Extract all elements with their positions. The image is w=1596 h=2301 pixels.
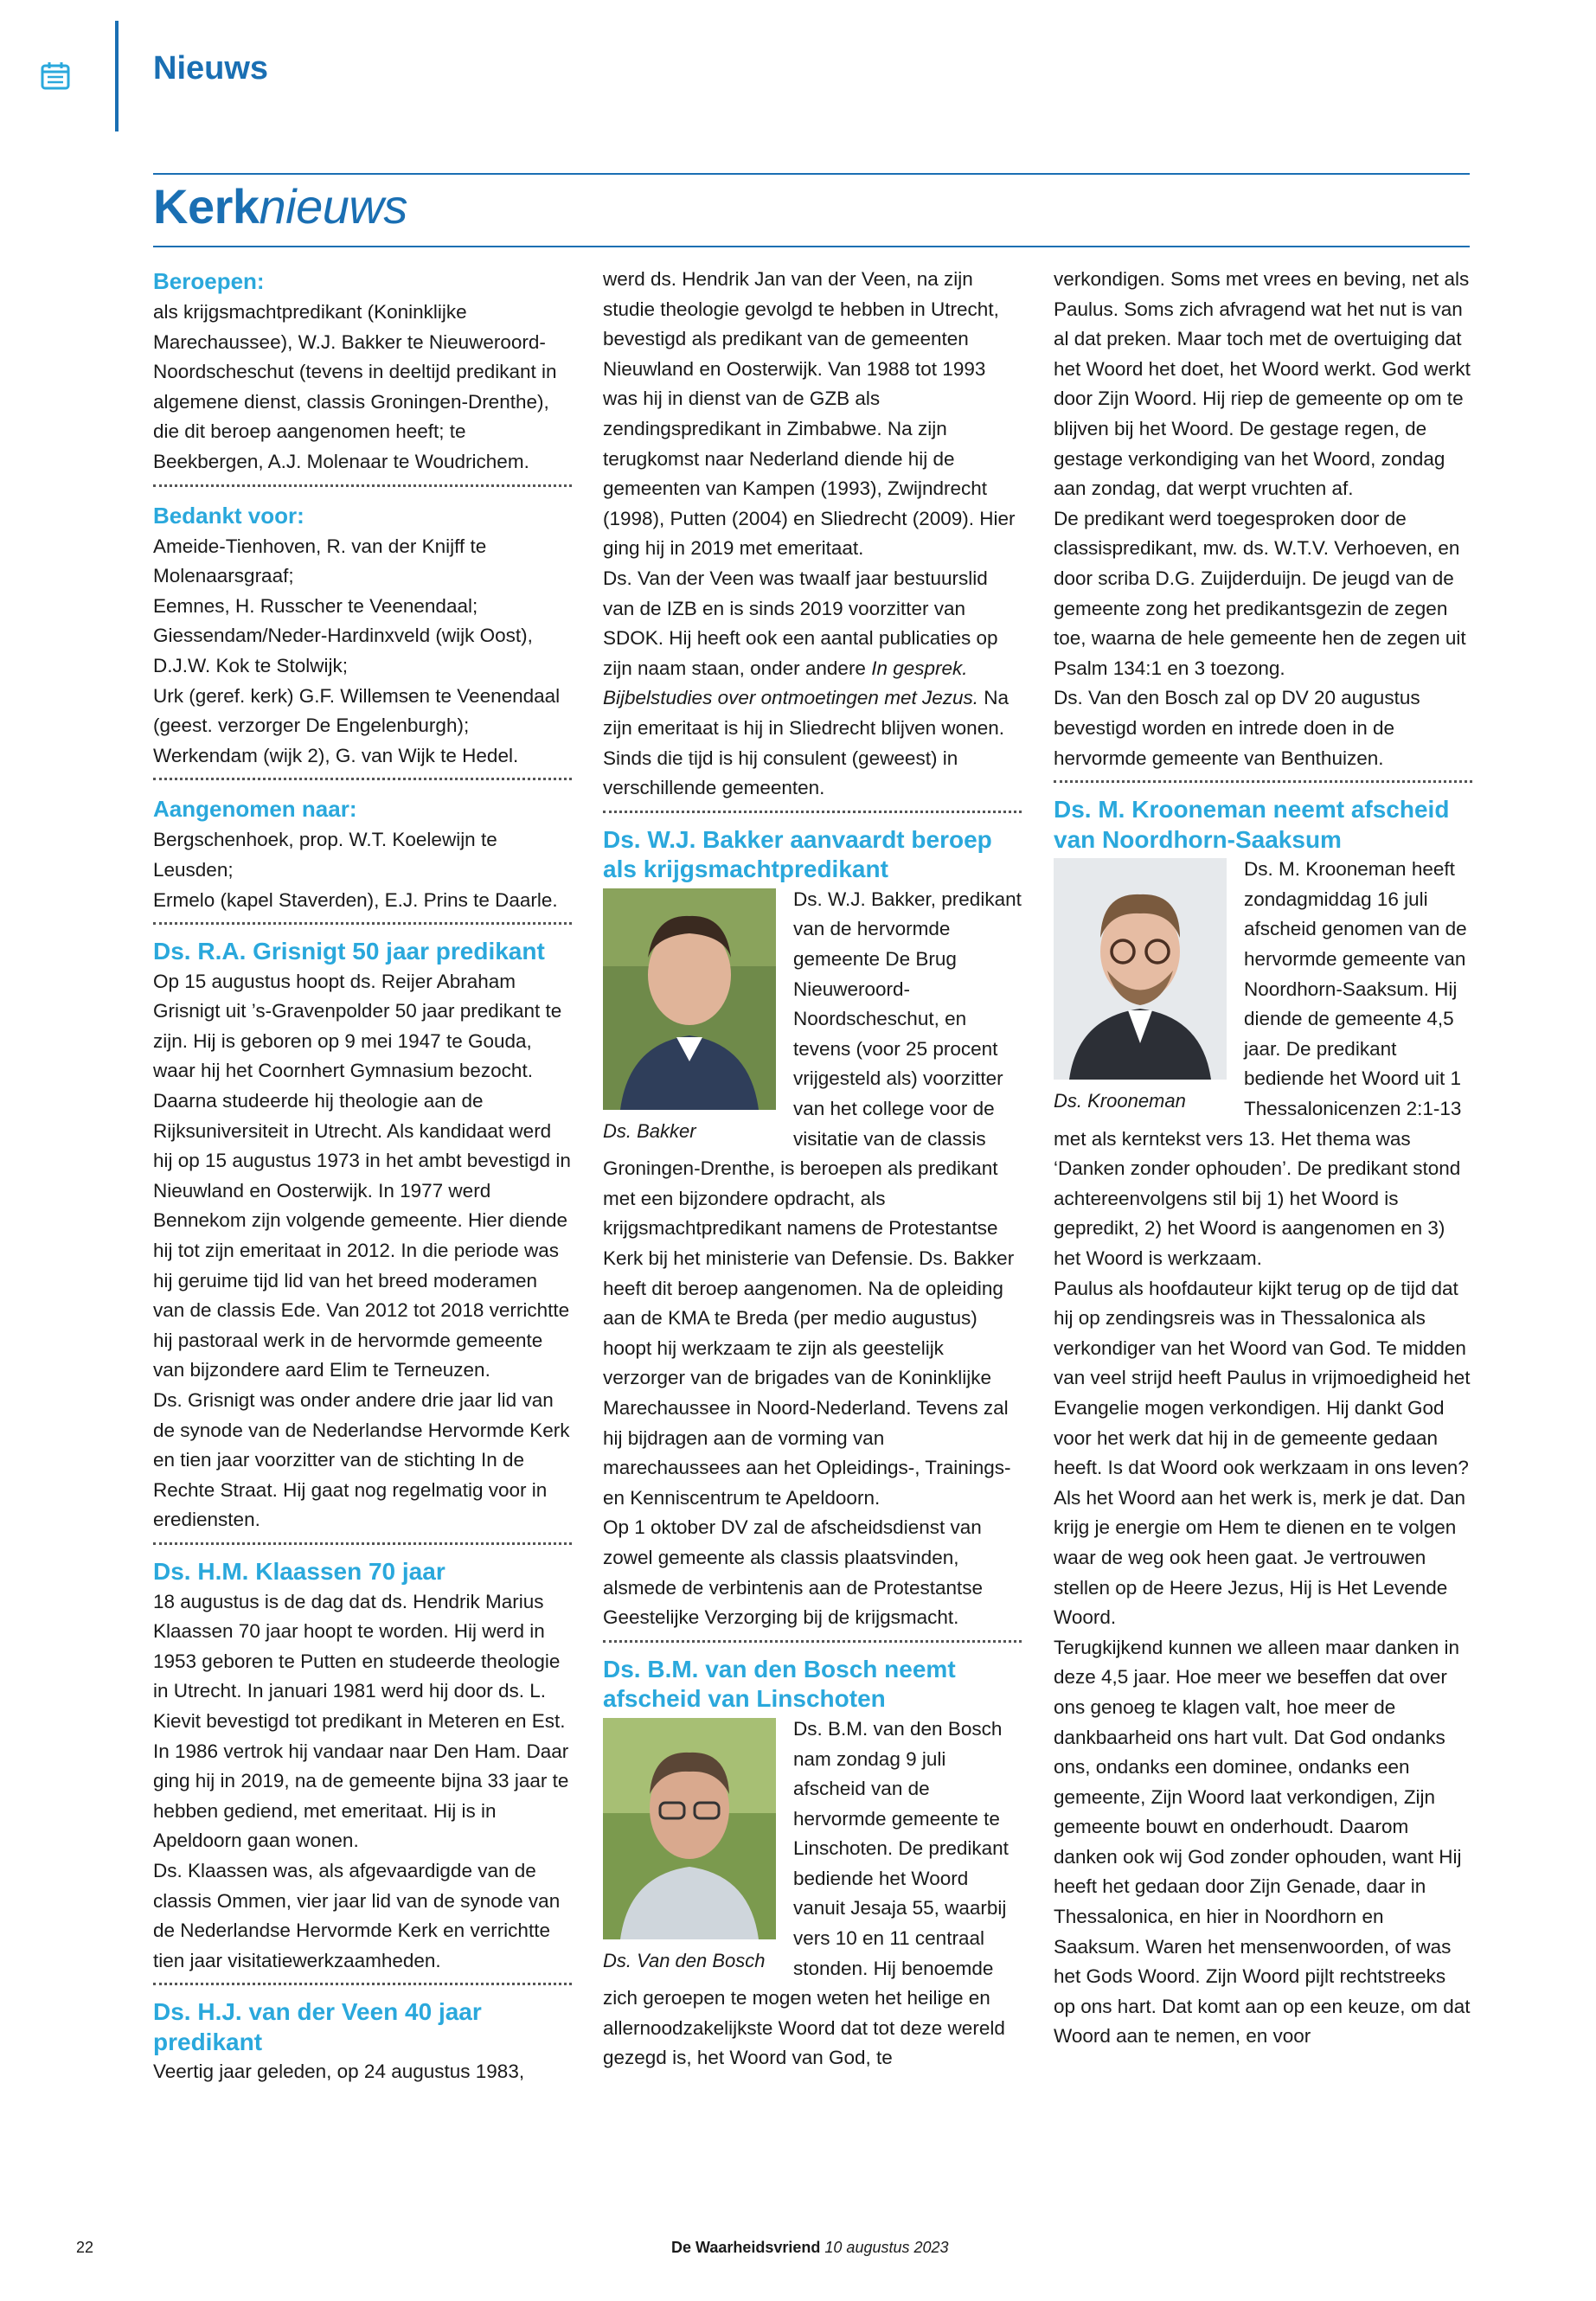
magazine-name: De Waarheidsvriend <box>671 2239 821 2256</box>
column-3 <box>1054 265 1472 2052</box>
bakker-paragraph: Op 1 oktober DV zal de afscheidsdienst van zowel gemeente als classis plaatsvinden, alsmede de verbintenis aan de Protestantse Geestelijke Verzorging bij de krijgsmacht. <box>603 1516 984 1629</box>
grisnigt-paragraph: Ds. Grisnigt was onder andere drie jaar lid van de synode van de Nederlandse Hervormde Kerk en tien jaar voorzitter van de stichting In de Rechte Straat. Hij gaat nog regelmatig voor in erediensten. <box>153 1389 570 1531</box>
title-rule-bottom <box>153 246 1470 247</box>
grisnigt-paragraph: Op 15 augustus hoopt ds. Reijer Abraham Grisnigt uit ’s-Gravenpolder 50 jaar predikant te zijn. Hij is geboren op 9 mei 1947 te Gouda, waar hij het Coornhert Gymnasium bezocht. Daarna studeerde hij theologie aan de Rijksuniversiteit in Utrecht. Als kandidaat werd hij op 15 augustus 1973 in het ambt bevestigd in Nieuwland en Oosterwijk. In 1977 werd Bennekom zijn volgende gemeente. Hier diende hij tot zijn emeritaat in 2012. In die periode was hij geruime tijd lid van het breed moderamen van de classis Ede. Van 2012 tot 2018 verrichtte hij pastoraal werk in de hervormde gemeente van bijzondere aard Elim te Terneuzen. <box>153 970 571 1381</box>
divider <box>1054 780 1472 783</box>
bakker-caption: Ds. Bakker <box>603 1119 696 1142</box>
divider <box>153 922 572 925</box>
krooneman-paragraph: Terugkijkend kunnen we alleen maar danken in deze 4,5 jaar. Hoe meer we beseffen dat over ons genoeg te klagen valt, hoe meer de dankbaarheid ons hart vult. Dat God ondanks ons, ondanks een dominee, ondanks een gemeente, Zijn Woord laat verkondigen, Zijn gemeente bouwt en onderhoudt. Daarom danken ook wij God zonder ophouden, want Hij heeft het gedaan door Zijn Genade, daar in Thessalonica, en hier in Noordhorn en Saaksum. Waren het mensenwoorden, of was het Gods Woord. Zijn Woord pijlt rechtstreeks op ons hart. Dat komt aan op een keuze, om dat Woord aan te nemen, en voor <box>1054 1636 1471 2048</box>
divider <box>153 778 572 780</box>
vandenbosch-caption: Ds. Van den Bosch <box>603 1949 766 1971</box>
aangenomen-heading: Aangenomen naar: <box>153 796 357 823</box>
vanderveen-paragraph: werd ds. Hendrik Jan van der Veen, na zijn studie theologie gevolgd te hebben in Utrecht, bevestigd als predikant van de gemeenten Nieuwland en Oosterwijk. Van 1988 tot 1993 was hij in dienst van de GZB als zendingspredikant in Zimbabwe. Na zijn terugkomst naar Nederland diende hij de gemeenten van Kampen (1993), Zwijndrecht (1998), Putten (2004) en Sliedrecht (2009). Hier ging hij in 2019 met emeritaat. <box>603 268 1016 560</box>
divider <box>153 1542 572 1545</box>
krooneman-paragraph: Ds. M. Krooneman heeft zondagmiddag 16 juli afscheid genomen van de hervormde gemeente van Noordhorn-Saaksum. Hij diende de gemeente 4,5 jaar. De predikant bediende het Woord uit 1 Thessalonicenzen 2:1-13 met als kerntekst vers 13. Het thema was ‘Danken zonder ophouden’. De predikant stond achtereenvolgens stil bij 1) het Woord is gepredikt, 2) het Woord is aangenomen en 3) het Woord is werkzaam. <box>1054 858 1467 1269</box>
bakker-photo <box>603 888 776 1110</box>
vanderveen-title: Ds. H.J. van der Veen 40 jaar predikant <box>153 1998 482 2055</box>
bedankt-item: Giessendam/Neder-Hardinxveld (wijk Oost), D.J.W. Kok te Stolwijk; <box>153 625 533 676</box>
header-divider <box>115 21 119 131</box>
beroepen-text: als krijgsmachtpredikant (Koninklijke Marechaussee), W.J. Bakker te Nieuweroord-Noordscheschut (tevens in deeltijd predikant in algemene dienst, classis Groningen-Drenthe), die dit beroep aangenomen heeft; te Beekbergen, A.J. Molenaar te Woudrichem. <box>153 301 557 472</box>
klaassen-title: Ds. H.M. Klaassen 70 jaar <box>153 1557 445 1585</box>
divider <box>603 1640 1022 1643</box>
divider <box>153 484 572 487</box>
vandenbosch-title: Ds. B.M. van den Bosch neemt afscheid van Linschoten <box>603 1655 956 1713</box>
krooneman-title: Ds. M. Krooneman neemt afscheid van Noordhorn-Saaksum <box>1054 796 1450 853</box>
footer-publication <box>671 2239 949 2257</box>
title-rule-top <box>153 173 1470 175</box>
bedankt-item: Werkendam (wijk 2), G. van Wijk te Hedel. <box>153 744 519 766</box>
vanderveen-paragraph: Veertig jaar geleden, op 24 augustus 1983, <box>153 2061 525 2083</box>
klaassen-paragraph: 18 augustus is de dag dat ds. Hendrik Marius Klaassen 70 jaar hoopt te worden. Hij werd in 1953 geboren te Putten en studeerde theologie in Utrecht. In januari 1981 werd hij door ds. L. Kievit bevestigd tot predikant in Meteren en Est. In 1986 vertrok hij vandaar naar Den Ham. Daar ging hij in 2019, na de gemeente bijna 33 jaar te hebben gediend, met emeritaat. Hij is in Apeldoorn gaan wonen. <box>153 1590 569 1852</box>
bakker-paragraph: Ds. W.J. Bakker, predikant van de hervormde gemeente De Brug Nieuweroord-Noordscheschut, en tevens (voor 25 procent vrijgesteld als) voorzitter van het college voor de visitatie van de classis Groningen-Drenthe, is beroepen als predikant met een bijzondere opdracht, als krijgsmachtpredikant namens de Protestantse Kerk bij het ministerie van Defensie. Ds. Bakker heeft dit beroep aangenomen. Na de opleiding aan de KMA te Breda (per medio augustus) hoopt hij werkzaam te zijn als geestelijk verzorger van de brigades van de Koninklijke Marechaussee in Noord-Nederland. Tevens zal hij bijdragen aan de vorming van marechaussees aan het Opleidings-, Trainings- en Kenniscentrum te Apeldoorn. <box>603 888 1022 1509</box>
divider <box>153 1983 572 1985</box>
grisnigt-title: Ds. R.A. Grisnigt 50 jaar predikant <box>153 938 545 965</box>
page-title: Kerknieuws <box>153 179 407 234</box>
bedankt-item: Ameide-Tienhoven, R. van der Knijff te Molenaarsgraaf; <box>153 535 487 587</box>
vandenbosch-paragraph: verkondigen. Soms met vrees en beving, net als Paulus. Soms zich afvragend wat het nut is van al dat preken. Maar toch met de overtuiging dat het Woord het doet, het Woord werkt. God werkt door Zijn Woord. Hij riep de gemeente op om te blijven bij het Woord. De gestage regen, de gestage verkondiging van het Woord, zondag aan zondag, dat werpt vruchten af. <box>1054 268 1471 500</box>
vanderveen-paragraph: Ds. Van der Veen was twaalf jaar bestuurslid van de IZB en is sinds 2019 voorzitter van SDOK. Hij heeft ook een aantal publicaties op zijn naam staan, onder andere In gesprek. Bijbelstudies over ontmoetingen met Jezus. Na zijn emeritaat is hij in Sliedrecht blijven wonen. Sinds die tijd is hij consulent (geweest) in verschillende gemeenten. <box>603 567 1009 799</box>
aangenomen-item: Ermelo (kapel Staverden), E.J. Prins te Daarle. <box>153 888 558 911</box>
krooneman-photo <box>1054 858 1227 1080</box>
bakker-title: Ds. W.J. Bakker aanvaardt beroep als krijgsmachtpredikant <box>603 825 992 883</box>
aangenomen-item: Bergschenhoek, prop. W.T. Koelewijn te Leusden; <box>153 829 497 881</box>
krooneman-paragraph: Paulus als hoofdauteur kijkt terug op de tijd dat hij op zendingsreis was in Thessalonica als verkondiger van het Woord van God. Te midden van veel strijd heeft Paulus in vrijmoedigheid het Evangelie mogen verkondigen. Hij dankt God voor het werk dat hij in de gemeente gedaan heeft. Is dat Woord ook werkzaam in ons leven? Als het Woord aan het werk is, merk je dat. Dan krijg je energie om Hem te dienen en te volgen waar de weg ook heen gaat. Je vertrouwen stellen op de Heere Jezus, Hij is Het Levende Woord. <box>1054 1277 1471 1629</box>
vandenbosch-paragraph: De predikant werd toegesproken door de classispredikant, mw. ds. W.T.V. Verhoeven, en door scriba D.G. Zuijderduijn. De jeugd van de gemeente zong het predikantsgezin de zegen toe, waarna de hele gemeente hen de zegen uit Psalm 134:1 en 3 toezong. <box>1054 507 1466 679</box>
page-number: 22 <box>76 2239 94 2256</box>
divider <box>603 811 1022 813</box>
krooneman-caption: Ds. Krooneman <box>1054 1090 1186 1112</box>
section-label: Nieuws <box>153 50 269 87</box>
issue-date: 10 augustus 2023 <box>824 2239 949 2256</box>
vandenbosch-photo <box>603 1718 776 1939</box>
bedankt-item: Urk (geref. kerk) G.F. Willemsen te Veenendaal (geest. verzorger De Engelenburgh); <box>153 684 561 737</box>
klaassen-paragraph: Ds. Klaassen was, als afgevaardigde van de classis Ommen, vier jaar lid van de synode van de Nederlandse Hervormde Kerk en verrichtte tien jaar visitatiewerkzaamheden. <box>153 1859 561 1971</box>
bedankt-item: Eemnes, H. Russcher te Veenendaal; <box>153 594 478 617</box>
column-1 <box>153 265 572 2087</box>
vandenbosch-paragraph: Ds. Van den Bosch zal op DV 20 augustus bevestigd worden en intrede doen in de hervormde gemeente van Benthuizen. <box>1054 687 1420 769</box>
bakker-photo-block <box>603 888 776 1146</box>
bedankt-heading: Bedankt voor: <box>153 502 304 529</box>
column-2 <box>603 265 1022 2073</box>
krooneman-photo-block <box>1054 858 1227 1116</box>
calendar-icon <box>40 61 71 92</box>
vandenbosch-photo-block <box>603 1718 776 1976</box>
vandenbosch-paragraph: Ds. B.M. van den Bosch nam zondag 9 juli afscheid van de hervormde gemeente te Linschoten. De predikant bediende het Woord vanuit Jesaja 55, waarbij vers 10 en 11 centraal stonden. Hij benoemde zich geroepen te mogen weten het heilige en allernoodzakelijkste Woord dat tot deze wereld gezegd is, het Woord van God, te <box>603 1717 1009 2069</box>
beroepen-heading: Beroepen: <box>153 268 265 294</box>
